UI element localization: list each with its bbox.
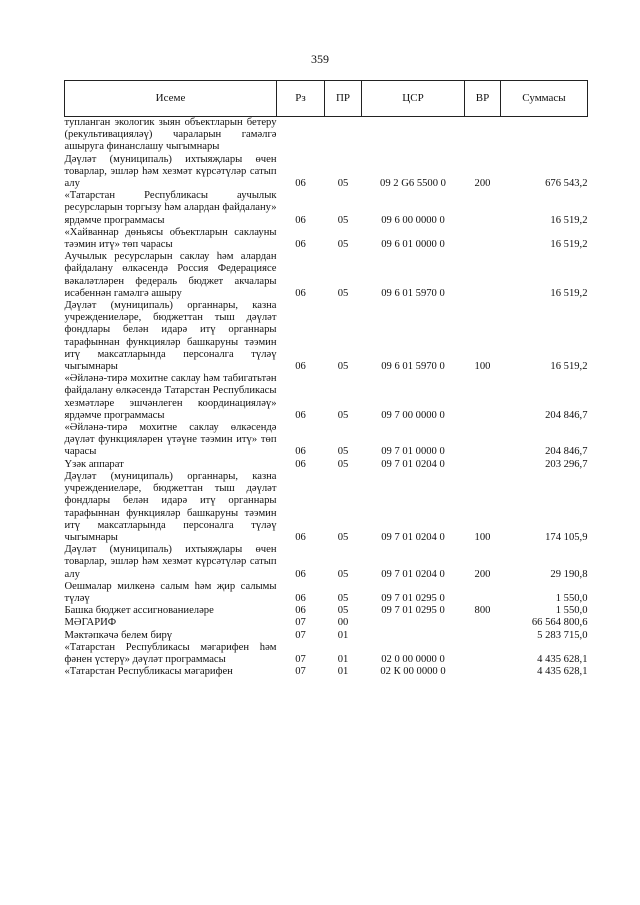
row-sum: 174 105,9 — [545, 531, 588, 543]
row-rz: 07 — [295, 617, 306, 629]
row-pr: 05 — [337, 409, 349, 421]
row-vr — [465, 251, 501, 300]
row-vr: 100 — [474, 531, 491, 543]
row-csr: 09 7 01 0000 0 — [381, 446, 445, 458]
row-name: «Татарстан Республикасы аучылык ресурсларын торгызу һәм алардан файдалану» ярдәмче программасы — [64, 190, 277, 226]
table-row — [65, 227, 588, 251]
row-pr: 05 — [337, 458, 349, 470]
table-row — [65, 471, 588, 544]
row-rz: 06 — [295, 214, 306, 226]
row-pr: 00 — [337, 617, 349, 629]
row-sum: 66 564 800,6 — [531, 617, 588, 629]
row-sum: 16 519,2 — [550, 239, 588, 251]
row-name: «Әйләнә-тирә мохитне саклау өлкәсендә дәүләт функцияләрен үтәүне тәэмин итү» төп чарасы — [64, 422, 277, 458]
row-name: Аучылык ресурсларын саклау һәм алардан файдалану өлкәсендә Россия Федерациясе вәкаләтләрен федераль бюджет акчалары исәбеннән гамәлгә ашыру — [64, 251, 277, 299]
row-pr: 05 — [337, 605, 349, 617]
row-vr — [465, 459, 501, 471]
header-rz: Рз — [277, 81, 325, 117]
row-rz: 06 — [295, 287, 306, 299]
row-pr: 05 — [337, 361, 349, 373]
row-vr — [465, 666, 501, 678]
header-vr: ВР — [465, 81, 501, 117]
row-sum: 4 435 628,1 — [537, 666, 588, 678]
row-sum: 29 190,8 — [550, 568, 588, 580]
row-csr: 09 7 01 0295 0 — [381, 605, 445, 617]
table-row — [65, 154, 588, 191]
row-rz: 06 — [295, 458, 306, 470]
table-row — [65, 642, 588, 666]
header-sum: Суммасы — [501, 81, 588, 117]
row-csr: 09 6 01 5970 0 — [381, 361, 445, 373]
row-name: Дәүләт (муниципаль) органнары, казна учреждениеләре, бюджеттан тыш дәүләт фондлары белән идарә итү органнары тарафыннан функцияләр башкаруны тәэмин итү максатларында персоналга түләү чыгымнары — [64, 470, 277, 543]
row-vr — [465, 617, 501, 629]
table-body — [65, 117, 588, 679]
table-row — [65, 666, 588, 678]
row-csr: 09 7 01 0204 0 — [381, 568, 445, 580]
table-row — [65, 617, 588, 629]
row-rz: 07 — [295, 653, 306, 665]
row-csr — [362, 630, 465, 642]
row-vr — [465, 117, 501, 154]
row-vr: 200 — [474, 178, 491, 190]
row-name: Дәүләт (муниципаль) ихтыяҗлары өчен товарлар, эшләр һәм хезмәт күрсәтүләр сатып алу — [64, 153, 277, 190]
header-name: Исеме — [65, 81, 277, 117]
row-csr: 02 К 00 0000 0 — [380, 666, 446, 678]
row-rz: 06 — [295, 592, 306, 604]
row-sum: 4 435 628,1 — [537, 653, 588, 665]
row-pr: 05 — [337, 239, 349, 251]
row-rz: 06 — [295, 568, 306, 580]
row-sum: 16 519,2 — [550, 361, 588, 373]
row-vr: 200 — [474, 568, 491, 580]
row-csr: 09 7 01 0295 0 — [381, 592, 445, 604]
row-csr: 09 6 00 0000 0 — [381, 214, 445, 226]
row-rz: 06 — [295, 361, 306, 373]
row-name: МӘГАРИФ — [64, 617, 117, 629]
row-pr: 01 — [337, 629, 349, 641]
page-number: 359 — [311, 52, 329, 66]
table-row — [65, 300, 588, 373]
row-rz: 06 — [295, 531, 306, 543]
row-sum: 204 846,7 — [545, 446, 588, 458]
row-name: «Татарстан Республикасы мәгарифен һәм фәнен үстерү» дәүләт программасы — [64, 641, 277, 665]
row-pr — [325, 117, 362, 154]
row-name: Оешмалар милкенә салым һәм җир салымы түләү — [64, 580, 277, 604]
table-row — [65, 630, 588, 642]
table-row — [65, 422, 588, 459]
row-sum: 16 519,2 — [550, 214, 588, 226]
row-vr — [465, 422, 501, 459]
row-pr: 01 — [337, 653, 349, 665]
table-row — [65, 605, 588, 617]
row-pr: 05 — [337, 287, 349, 299]
row-pr: 01 — [337, 666, 349, 678]
header-pr: ПР — [325, 81, 362, 117]
row-csr: 09 7 01 0204 0 — [381, 458, 445, 470]
row-name: «Татарстан Республикасы мәгарифен — [64, 666, 233, 678]
row-vr — [465, 190, 501, 227]
row-name: туплангaн экологик зыян объектларын бетеру (рекультивацияләү) чараларын гамәлгә ашыруга финанслашу чыгымнары — [64, 117, 277, 153]
row-pr: 05 — [337, 214, 349, 226]
row-sum: 5 283 715,0 — [537, 629, 588, 641]
row-vr: 800 — [474, 605, 491, 617]
table-header-row — [65, 81, 588, 117]
row-vr — [465, 642, 501, 666]
row-vr — [465, 373, 501, 422]
row-rz: 06 — [295, 446, 306, 458]
budget-table — [64, 80, 588, 678]
table-row — [65, 459, 588, 471]
row-rz: 06 — [295, 605, 306, 617]
row-sum: 1 550,0 — [555, 605, 588, 617]
row-rz: 06 — [295, 409, 306, 421]
table-row — [65, 373, 588, 422]
row-csr — [362, 617, 465, 629]
row-vr: 100 — [474, 361, 491, 373]
table-row — [65, 190, 588, 227]
table-row — [65, 544, 588, 581]
row-rz: 06 — [295, 239, 306, 251]
row-vr — [465, 581, 501, 605]
row-name: Дәүләт (муниципаль) ихтыяҗлары өчен товарлар, эшләр һәм хезмәт күрсәтүләр сатып алу — [64, 544, 277, 580]
row-csr: 09 7 01 0204 0 — [381, 531, 445, 543]
row-pr: 05 — [337, 178, 349, 190]
row-pr: 05 — [337, 531, 349, 543]
row-name: Мәктәпкәчә белем бирү — [64, 629, 173, 641]
row-rz — [277, 117, 325, 154]
row-csr: 02 0 00 0000 0 — [381, 653, 445, 665]
row-csr: 09 6 01 0000 0 — [381, 239, 445, 251]
row-rz: 07 — [295, 629, 306, 641]
row-csr: 09 6 01 5970 0 — [381, 287, 445, 299]
table-row — [65, 581, 588, 605]
row-pr: 05 — [337, 568, 349, 580]
row-sum — [501, 117, 588, 154]
row-csr: 09 2 G6 5500 0 — [380, 178, 446, 190]
row-sum: 16 519,2 — [550, 287, 588, 299]
row-sum: 1 550,0 — [555, 592, 588, 604]
row-rz: 07 — [295, 666, 306, 678]
row-csr: 09 7 00 0000 0 — [381, 409, 445, 421]
row-csr — [362, 117, 465, 154]
row-pr: 05 — [337, 446, 349, 458]
row-vr — [465, 630, 501, 642]
row-rz: 06 — [295, 178, 306, 190]
row-name: «Әйләнә-тирә мохитне саклау һәм табигатьтән файдалану өлкәсендә Татарстан Республикасы хезмәтләре эшчәнлеген координацияләү» ярдәмче программасы — [64, 373, 277, 421]
row-name: Башка бюджет ассигнованиеләре — [64, 605, 214, 617]
row-name: Дәүләт (муниципаль) органнары, казна учреждениеләре, бюджеттан тыш дәүләт фондлары белән идарә итү органнары тарафыннан функцияләр башкаруны тәэмин итү максатларында персоналга түләү чыгымнары — [64, 300, 277, 373]
row-sum: 204 846,7 — [545, 409, 588, 421]
row-sum: 676 543,2 — [545, 178, 588, 190]
row-sum: 203 296,7 — [545, 458, 588, 470]
row-vr — [465, 227, 501, 251]
table-row — [65, 251, 588, 300]
table-row — [65, 117, 588, 154]
header-csr: ЦСР — [362, 81, 465, 117]
row-pr: 05 — [337, 592, 349, 604]
row-name: Үзәк аппарат — [64, 458, 124, 470]
row-name: «Хайваннар дөньясы объектларын саклауны тәэмин итү» төп чарасы — [64, 226, 277, 251]
